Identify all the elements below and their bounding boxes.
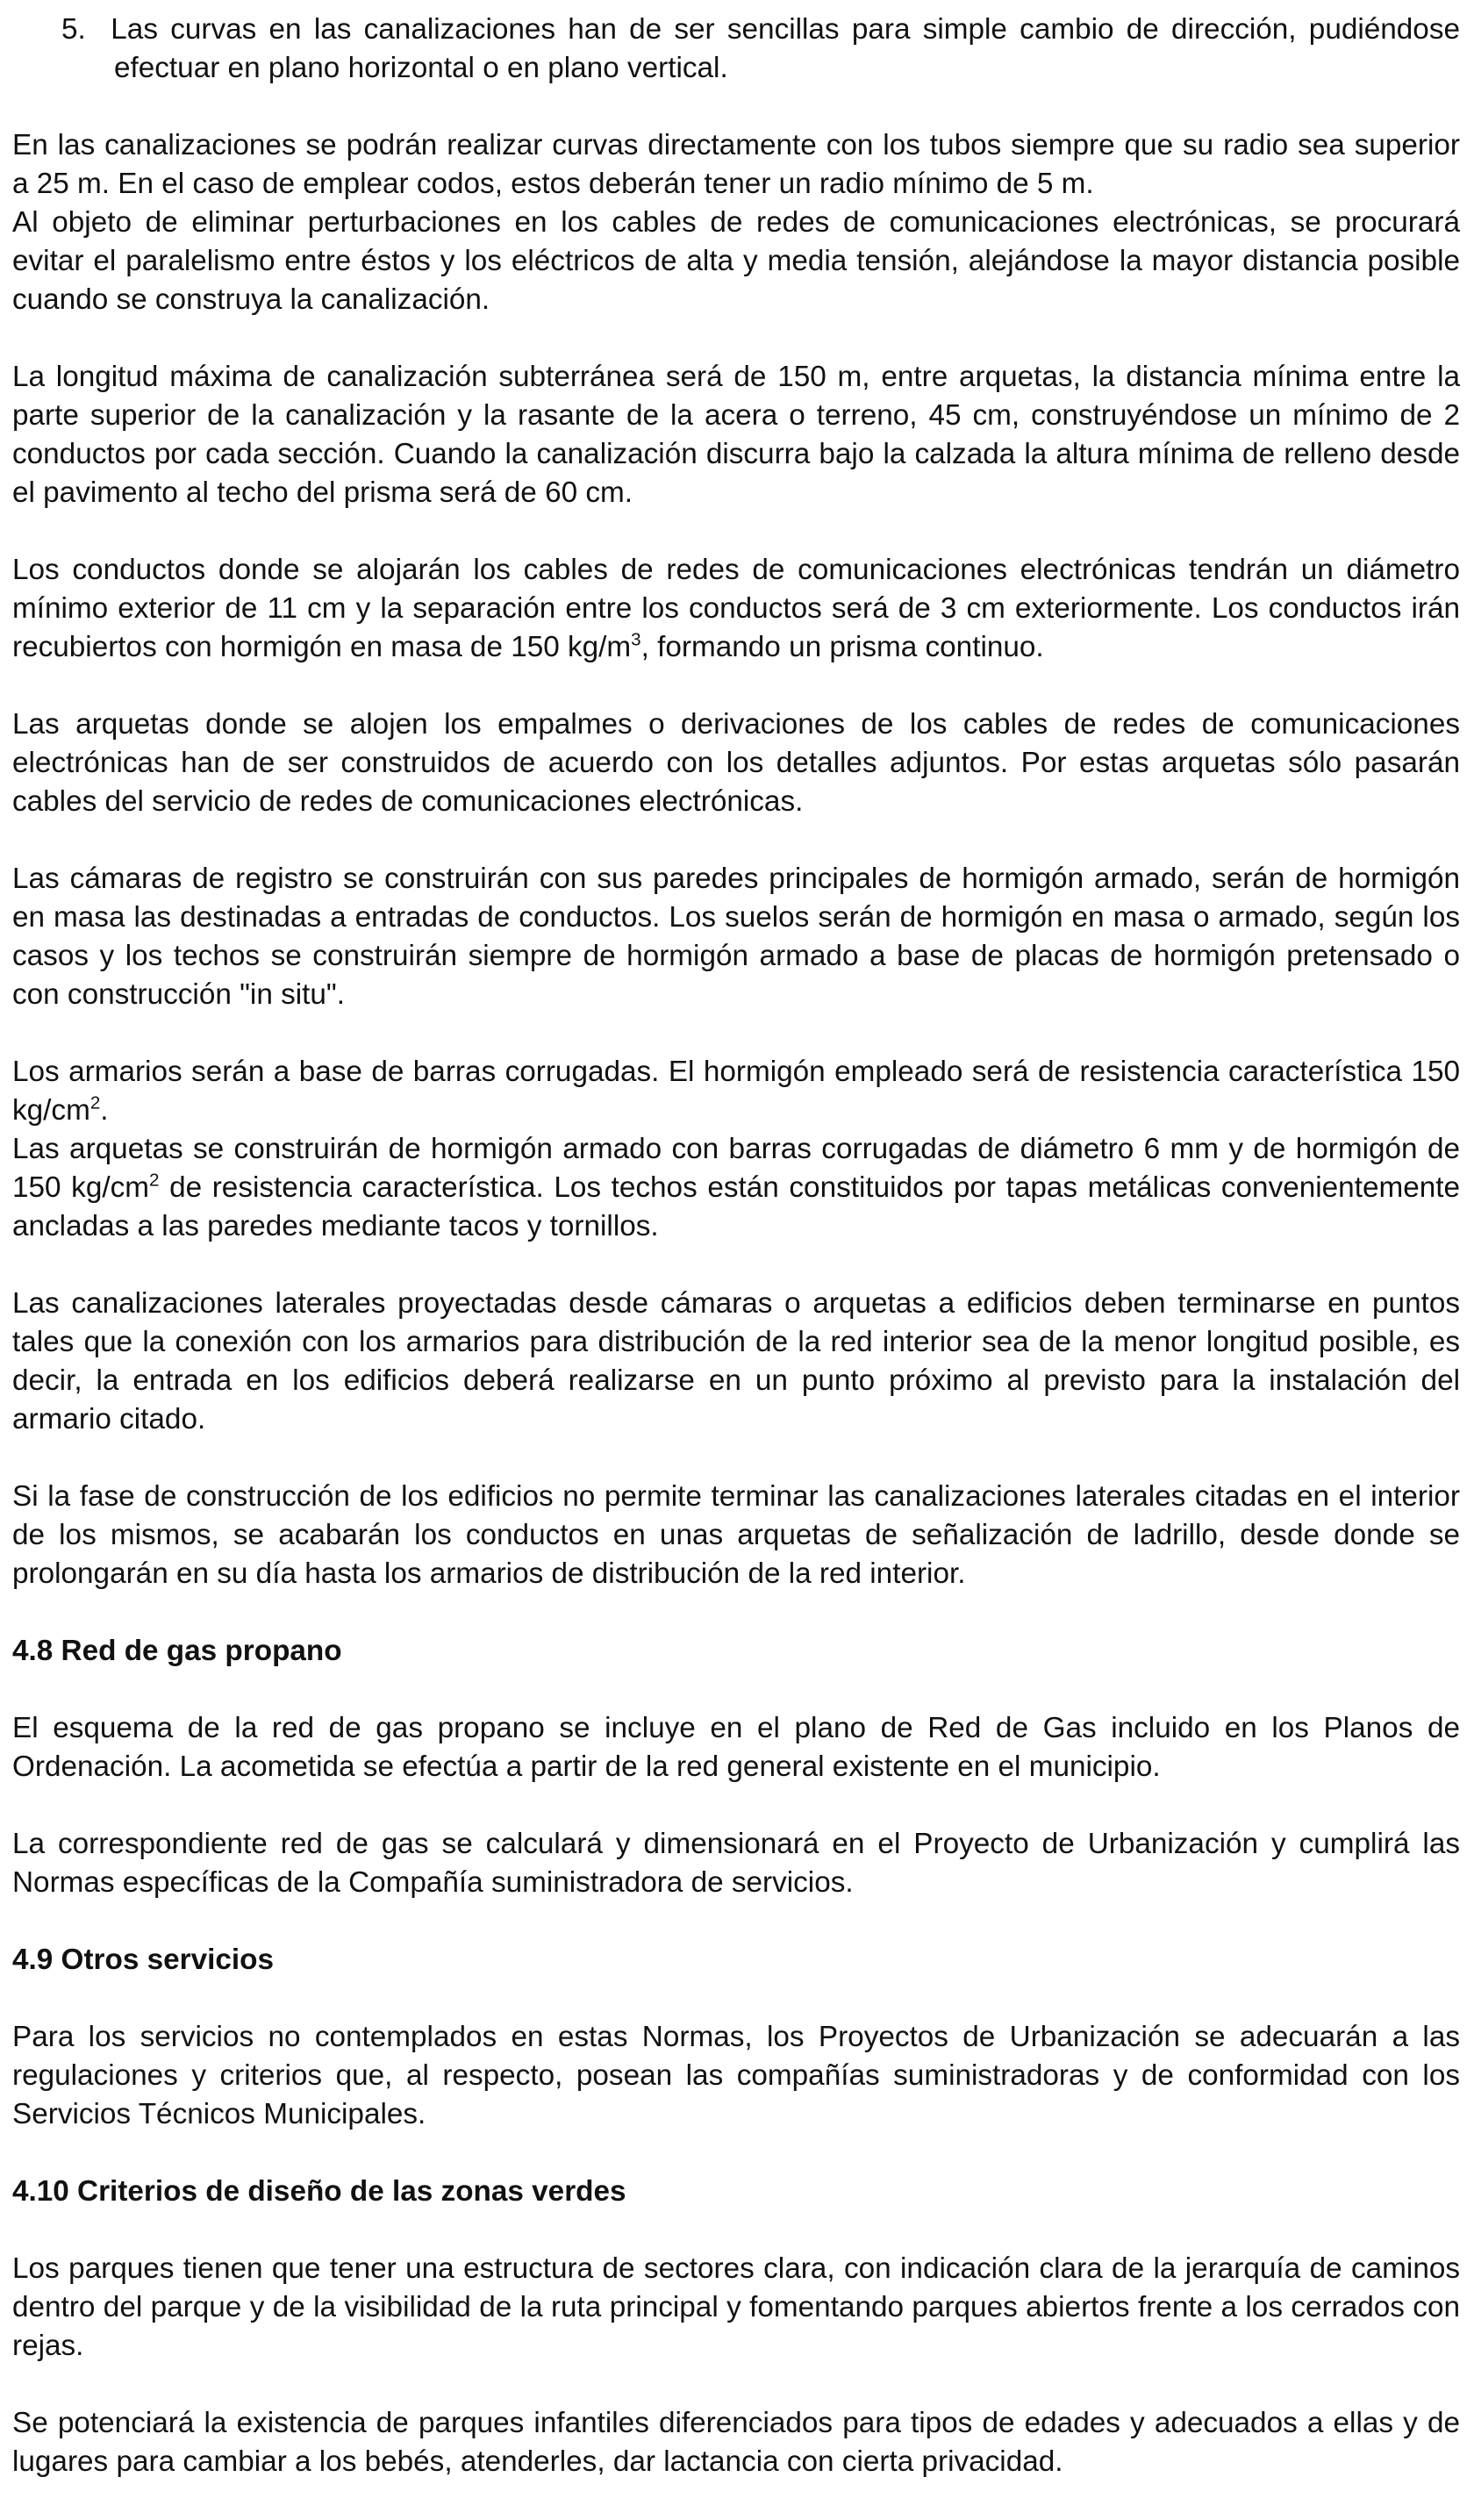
paragraph-armarios-end: . (100, 1094, 109, 1127)
paragraph-curvas: En las canalizaciones se podrán realizar curvas directamente con los tubos siempre que su radio sea superior a 25 m. En el caso de emplear codos, estos deberán tener un radio mínimo de 5 m. (12, 129, 1460, 200)
superscript-2: 2 (89, 1092, 101, 1113)
list-item-number: 5. (61, 13, 86, 46)
list-item-5 (12, 11, 1460, 88)
paragraph-gas-calculo: La correspondiente red de gas se calculará y dimensionará en el Proyecto de Urbanización y cumplirá las Normas específicas de la Compañía suministradora de servicios. (12, 1828, 1460, 1899)
paragraph-parques: Los parques tienen que tener una estructura de sectores clara, con indicación clara de la jerarquía de caminos dentro del parque y de la visibilidad de la ruta principal y fomentando parques abiertos frente a los cerrados con rejas. (12, 2252, 1460, 2362)
paragraph-perturbaciones: Al objeto de eliminar perturbaciones en los cables de redes de comunicaciones electrónicas, se procurará evitar el paralelismo entre éstos y los eléctricos de alta y media tensión, alejándose la mayor distancia posible cuando se construya la canalización. (12, 206, 1460, 316)
paragraph-longitud: La longitud máxima de canalización subterránea será de 150 m, entre arquetas, la distancia mínima entre la parte superior de la canalización y la rasante de la acera o terreno, 45 cm, construyéndose un mínimo de 2 conductos por cada sección. Cuando la canalización discurra bajo la calzada la altura mínima de relleno desde el pavimento al techo del prisma será de 60 cm. (12, 361, 1460, 509)
paragraph-arquetas-hormigon-text: Las arquetas se construirán de hormigón armado con barras corrugadas de diámetro 6 mm y de hormigón de 150 kg/cm (12, 1133, 1460, 1204)
paragraph-arquetas: Las arquetas donde se alojen los empalmes o derivaciones de los cables de redes de comunicaciones electrónicas han de ser construidos de acuerdo con los detalles adjuntos. Por estas arquetas sólo pasarán cables del servicio de redes de comunicaciones electrónicas. (12, 708, 1460, 818)
paragraph-laterales: Las canalizaciones laterales proyectadas desde cámaras o arquetas a edificios deben terminarse en puntos tales que la conexión con los armarios para distribución de la red interior sea de la menor longitud posible, es decir, la entrada en los edificios deberá realizarse en un punto próximo al previsto para la instalación del armario citado. (12, 1287, 1460, 1435)
list-item-text: Las curvas en las canalizaciones han de ser sencillas para simple cambio de dirección, pudiéndose efectuar en plano horizontal o en plano vertical. (111, 13, 1460, 84)
heading-gas-propano: 4.8 Red de gas propano (12, 1635, 342, 1667)
paragraph-infantiles: Se potenciará la existencia de parques infantiles diferenciados para tipos de edades y adecuados a ellas y de lugares para cambiar a los bebés, atenderles, dar lactancia con cierta privacidad. (12, 2407, 1460, 2478)
superscript-2: 2 (148, 1170, 160, 1191)
paragraph-otros: Para los servicios no contemplados en estas Normas, los Proyectos de Urbanización se adecuarán a las regulaciones y criterios que, al respecto, posean las compañías suministradoras y de conformidad con los Servicios Técnicos Municipales. (12, 2021, 1460, 2130)
heading-zonas-verdes: 4.10 Criterios de diseño de las zonas verdes (12, 2175, 626, 2208)
document-page (12, 11, 1460, 2481)
paragraph-conductos-text: Los conductos donde se alojarán los cables de redes de comunicaciones electrónicas tendrán un diámetro mínimo exterior de 11 cm y la separación entre los conductos será de 3 cm exteriormente. Los conductos irán recubiertos con hormigón en masa de 150 kg/m (12, 554, 1460, 663)
paragraph-arquetas-hormigon-end: de resistencia característica. Los techos están constituidos por tapas metálicas convenientemente ancladas a las paredes mediante tacos y tornillos. (12, 1171, 1460, 1242)
paragraph-conductos-end: , formando un prisma continuo. (640, 631, 1044, 663)
heading-otros-servicios: 4.9 Otros servicios (12, 1944, 274, 1976)
paragraph-armarios-text: Los armarios serán a base de barras corrugadas. El hormigón empleado será de resistencia característica 150 kg/cm (12, 1056, 1460, 1127)
superscript-3: 3 (631, 629, 641, 650)
paragraph-camaras: Las cámaras de registro se construirán con sus paredes principales de hormigón armado, serán de hormigón en masa las destinadas a entradas de conductos. Los suelos serán de hormigón en masa o armado, según los casos y los techos se construirán siempre de hormigón armado a base de placas de hormigón pretensado o con construcción "in situ". (12, 863, 1460, 1011)
paragraph-gas-esquema: El esquema de la red de gas propano se incluye en el plano de Red de Gas incluido en los Planos de Ordenación. La acometida se efectúa a partir de la red general existente en el municipio. (12, 1712, 1460, 1783)
paragraph-armarios (12, 1053, 1460, 1130)
paragraph-fase: Si la fase de construcción de los edificios no permite terminar las canalizaciones laterales citadas en el interior de los mismos, se acabarán los conductos en unas arquetas de señalización de ladrillo, desde donde se prolongarán en su día hasta los armarios de distribución de la red interior. (12, 1480, 1460, 1590)
paragraph-arquetas-hormigon (12, 1130, 1460, 1246)
paragraph-conductos (12, 551, 1460, 667)
